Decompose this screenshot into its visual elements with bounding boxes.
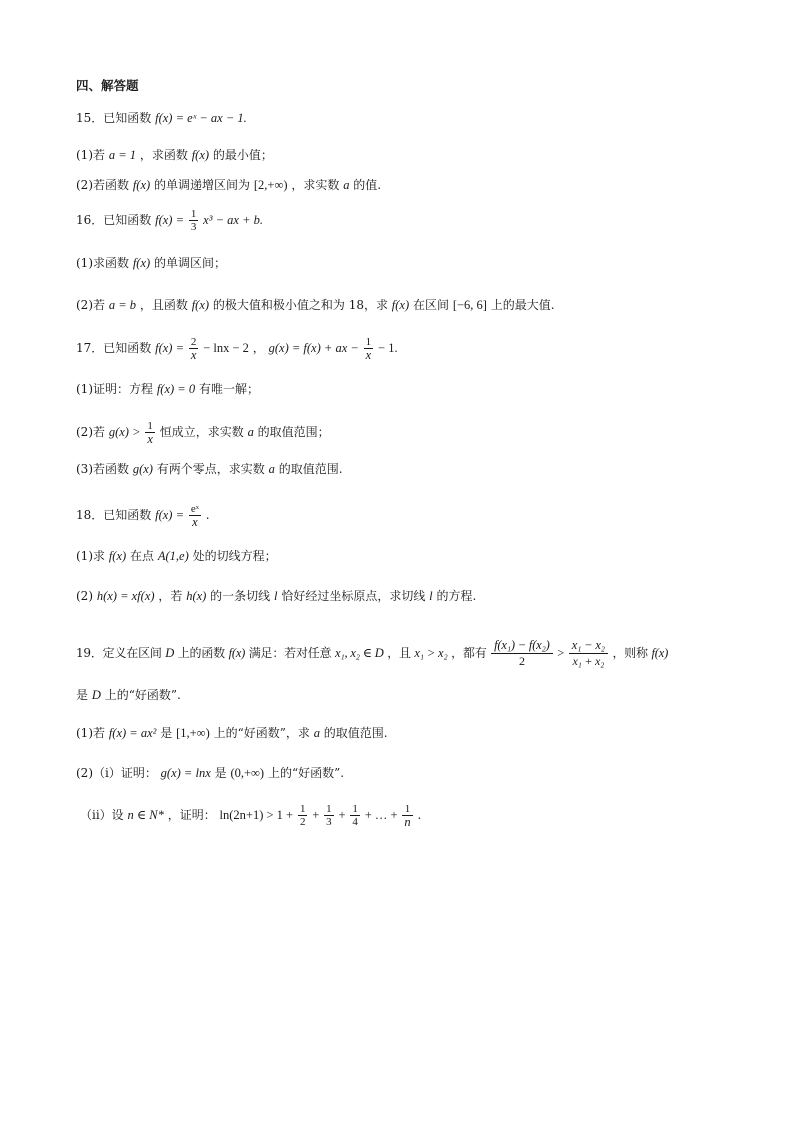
q19-stem-text: ，都有	[451, 646, 487, 660]
q19-frac2-den: x₁ + x₂	[569, 653, 608, 669]
q15-stem	[76, 109, 247, 127]
q15-part2-text: 的值.	[353, 178, 382, 192]
q19-stem-text: ，且	[387, 646, 411, 660]
q18-part2-text: 的一条切线	[210, 589, 271, 603]
q19-line2-text: 上的“好函数”.	[104, 688, 181, 702]
q18-part1-text: (1)求	[76, 549, 105, 563]
q16-part2-text: ，且函数	[139, 298, 188, 312]
q19-part1-var: a	[313, 726, 320, 740]
q15-part1-text: (1)若	[76, 148, 105, 162]
q19-frac-half-den: 2	[299, 816, 306, 828]
q16-part2-text: (2)若	[76, 298, 105, 312]
q19-part2-i	[76, 764, 344, 782]
q18-part2-l2: l	[429, 589, 433, 603]
q17-stem	[76, 336, 398, 361]
q15-function-expr: f(x) = eˣ − ax − 1.	[155, 111, 247, 125]
q19-part2i-interval: (0,+∞)	[230, 766, 265, 780]
q19-fraction-1	[491, 638, 552, 669]
q19-part1-interval: [1,+∞)	[176, 726, 210, 740]
q19-gt-sign: >	[557, 646, 565, 660]
q15-part2-text: ，求实数	[291, 178, 340, 192]
q18-frac-den: x	[189, 515, 201, 528]
q17-frac2-num: 1	[365, 336, 372, 348]
q17-part1-text: 有唯一解；	[198, 382, 259, 396]
section-title: 四、解答题	[76, 78, 139, 93]
q15-part1-text: ，求函数	[139, 148, 188, 162]
q16-frac-num: 1	[190, 208, 197, 220]
q19-frac2-num: x₁ − x₂	[571, 638, 605, 652]
q17-stem-text: 17．已知函数	[76, 341, 152, 355]
q16-part2-text: 的极大值和极小值之和为 18，求	[212, 298, 388, 312]
q16-fx: f(x) =	[155, 213, 185, 227]
q17-part2-text: 的取值范围；	[257, 425, 330, 439]
q18-part2-l: l	[274, 589, 278, 603]
q17-frac1-den: x	[190, 348, 197, 362]
q19-part1-text: 上的“好函数”，求	[213, 726, 310, 740]
q16-part1	[76, 254, 226, 272]
q19-stem-fx: f(x)	[228, 646, 246, 660]
q15-part1	[76, 146, 273, 164]
q17-fraction-1	[189, 336, 199, 361]
q19-plus: +	[338, 808, 346, 822]
q19-frac1-den: 2	[491, 653, 552, 669]
q18-part2-text: ，若	[158, 589, 183, 603]
q15-part2-fx: f(x)	[132, 178, 151, 192]
q18-part1-point: A(1,e)	[157, 549, 189, 563]
q17-part2	[76, 420, 330, 445]
q19-frac-half	[298, 803, 308, 828]
q19-plus: +	[312, 808, 320, 822]
q18-stem-text: 18．已知函数	[76, 508, 152, 522]
q17-part1	[76, 380, 259, 398]
q19-frac-quarter-num: 1	[352, 803, 358, 815]
q17-part1-eq: f(x) = 0	[156, 382, 196, 396]
q18-part2-text: (2)	[76, 589, 93, 603]
q19-frac-third-num: 1	[326, 803, 332, 815]
q16-stem-tail: x³ − ax + b.	[203, 213, 264, 227]
q19-frac-n	[402, 803, 412, 828]
q15-stem-text: 15．已知函数	[76, 111, 152, 125]
q19-stem-text: ，则称	[612, 646, 648, 660]
q19-stem-D: D	[165, 646, 175, 660]
q17-part2-frac-den: x	[147, 432, 153, 446]
q19-line2-text: 是	[76, 688, 89, 702]
q18-fraction	[189, 503, 201, 528]
q19-part2-ii	[80, 803, 421, 828]
q17-gx-tail: − 1.	[378, 341, 398, 355]
q19-part1	[76, 724, 388, 742]
q17-part3-text: (3)若函数	[76, 462, 129, 476]
q17-part2-var: a	[247, 425, 254, 439]
q17-part2-frac-num: 1	[147, 420, 153, 432]
q17-fx-tail: − lnx − 2	[203, 341, 249, 355]
q16-part1-fx: f(x)	[132, 256, 151, 270]
q15-part2	[76, 176, 381, 194]
q19-frac-n-den: n	[404, 815, 411, 829]
q19-stem-text: 19．定义在区间	[76, 646, 162, 660]
q18-stem-tail: .	[205, 508, 210, 522]
q15-part2-interval: [2,+∞)	[253, 178, 288, 192]
q19-end: .	[417, 808, 422, 822]
q16-part2	[76, 296, 555, 314]
q19-part2i-text: 是	[214, 766, 227, 780]
q17-fx: f(x) =	[155, 341, 185, 355]
q19-part2ii-text: ，证明：	[167, 808, 216, 822]
q16-part2-fx2: f(x)	[391, 298, 410, 312]
q18-part2-h2: h(x)	[186, 589, 207, 603]
q17-part2-text: 恒成立，求实数	[159, 425, 244, 439]
q17-part2-fraction	[145, 420, 155, 445]
q17-part3-g: g(x)	[132, 462, 153, 476]
q16-part2-interval: [−6, 6]	[452, 298, 487, 312]
q18-fx: f(x) =	[155, 508, 185, 522]
q17-fraction-2	[364, 336, 374, 361]
q19-stem-line2	[76, 686, 181, 704]
q17-gx: g(x) = f(x) + ax −	[268, 341, 359, 355]
q19-line2-D: D	[91, 688, 101, 702]
q16-stem	[76, 208, 263, 233]
q15-part2-var: a	[343, 178, 350, 192]
q19-dots: + … +	[364, 808, 398, 822]
q17-frac2-den: x	[365, 348, 372, 362]
q19-frac-half-num: 1	[299, 803, 306, 815]
q15-part1-fx: f(x)	[191, 148, 210, 162]
q16-part2-cond: a = b	[108, 298, 137, 312]
q19-part2i-expr: g(x) = lnx	[160, 766, 211, 780]
q19-part2i-text: 上的“好函数”.	[267, 766, 345, 780]
q19-frac-quarter-den: 4	[352, 816, 358, 828]
q17-part3-text: 有两个零点，求实数	[156, 462, 265, 476]
q17-comma: ，	[252, 341, 265, 355]
q18-part1	[76, 547, 277, 565]
q19-frac-third-den: 3	[326, 816, 332, 828]
q19-part1-text: 是	[160, 726, 173, 740]
q15-part2-text: 的单调递增区间为	[154, 178, 251, 192]
q19-stem-fx2: f(x)	[651, 646, 669, 660]
q17-frac1-num: 2	[190, 336, 197, 348]
q19-stem-vars: x₁, x₂ ∈ D	[334, 646, 384, 660]
q17-part2-text: (2)若	[76, 425, 105, 439]
q17-part1-text: (1)证明：方程	[76, 382, 153, 396]
q17-part3-text: 的取值范围.	[278, 462, 343, 476]
q19-part1-expr: f(x) = ax²	[108, 726, 157, 740]
q18-part1-text: 处的切线方程；	[192, 549, 277, 563]
q17-part3	[76, 460, 343, 478]
q16-part2-text: 上的最大值.	[490, 298, 555, 312]
q15-part2-text: (2)若函数	[76, 178, 129, 192]
q19-frac-n-num: 1	[404, 803, 411, 815]
q19-part2ii-text: （ii）设	[80, 808, 124, 822]
q19-stem-cond: x₁ > x₂	[414, 646, 448, 660]
q19-fraction-2	[569, 638, 608, 669]
q19-frac1-num: f(x₁) − f(x₂)	[494, 638, 550, 652]
q19-part2ii-lhs: ln(2n+1) > 1 +	[219, 808, 294, 822]
q19-part1-text: 的取值范围.	[323, 726, 388, 740]
q19-stem-text: 满足：若对任意	[248, 646, 332, 660]
q19-stem-text: 上的函数	[177, 646, 225, 660]
q19-part2ii-cond: n ∈ N*	[127, 808, 164, 822]
q19-frac-quarter	[350, 803, 360, 828]
q16-fraction	[189, 208, 199, 233]
q19-frac-third	[324, 803, 334, 828]
q18-part1-text: 在点	[130, 549, 155, 563]
q17-part3-var: a	[268, 462, 275, 476]
q16-part1-text: 的单调区间；	[154, 256, 227, 270]
q16-part1-text: (1)求函数	[76, 256, 129, 270]
q17-part2-g: g(x) >	[108, 425, 141, 439]
q18-stem	[76, 503, 210, 528]
q19-stem	[76, 638, 668, 669]
q16-frac-den: 3	[190, 221, 197, 233]
q16-stem-text: 16．已知函数	[76, 213, 152, 227]
q18-frac-num: eˣ	[190, 503, 199, 515]
q19-part2i-text: (2)（i）证明：	[76, 766, 157, 780]
q15-part1-expr: a = 1	[108, 148, 137, 162]
q15-part1-text: 的最小值；	[212, 148, 273, 162]
q19-part1-text: (1)若	[76, 726, 105, 740]
q18-part2-h: h(x) = xf(x)	[96, 589, 155, 603]
q16-part2-fx: f(x)	[191, 298, 210, 312]
q18-part2-text: 的方程.	[436, 589, 477, 603]
q18-part2	[76, 587, 476, 605]
q18-part2-text: 恰好经过坐标原点，求切线	[281, 589, 426, 603]
q16-part2-text: 在区间	[412, 298, 449, 312]
q18-part1-fx: f(x)	[108, 549, 127, 563]
